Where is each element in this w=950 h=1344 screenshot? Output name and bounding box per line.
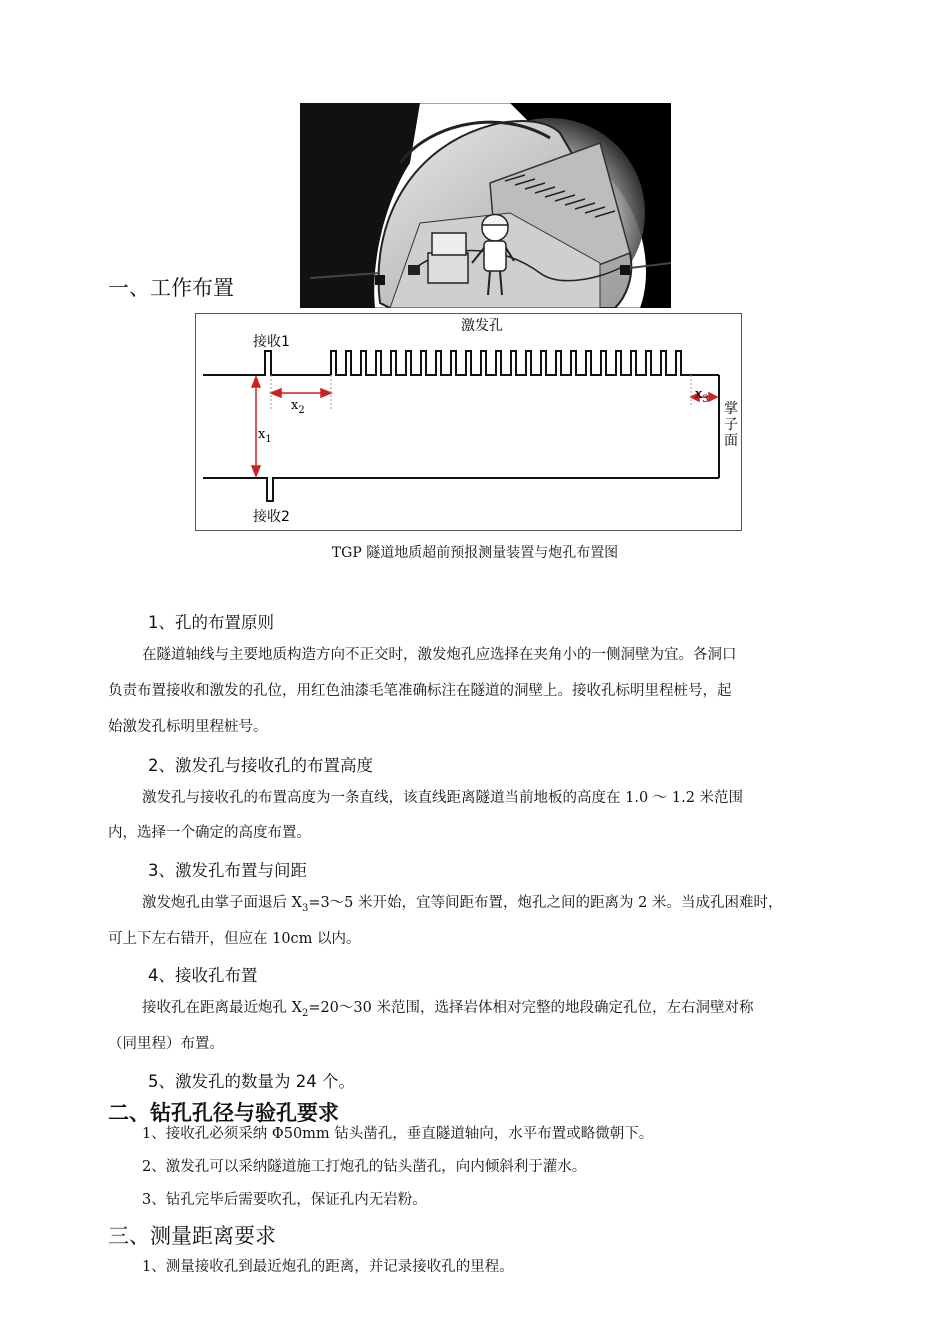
- paragraph-4-line-1: 接收孔在距离最近炮孔 $X_2=20\sim 30$ 米范围，选择岩体相对完整的地段确定孔位，左右洞壁对称: [142, 1000, 754, 1019]
- face-label-2: 子: [724, 417, 738, 433]
- section-2-line-3: 3、钻孔完毕后需要吹孔，保证孔内无岩粉。: [142, 1192, 427, 1208]
- subsection-4-title: 4、接收孔布置: [148, 966, 258, 985]
- paragraph-1-line-2: 负责布置接收和激发的孔位，用红色油漆毛笔准确标注在隧道的洞壁上。接收孔标明里程桩号，起: [108, 683, 732, 699]
- subsection-2-title: 2、激发孔与接收孔的布置高度: [148, 756, 373, 775]
- section-3-line-1: 1、测量接收孔到最近炮孔的距离，并记录接收孔的里程。: [142, 1259, 514, 1275]
- paragraph-1-line-1: 在隧道轴线与主要地质构造方向不正交时，激发炮孔应选择在夹角小的一侧洞壁为宜。各洞口: [142, 647, 737, 663]
- x1-label: $x_1$: [258, 427, 272, 445]
- paragraph-1-line-3: 始激发孔标明里程桩号。: [108, 719, 268, 735]
- paragraph-4-line-2: （同里程）布置。: [108, 1036, 224, 1052]
- section-1-title: 一、工作布置: [108, 276, 234, 300]
- section-2-title: 二、钻孔孔径与验孔要求: [108, 1101, 339, 1125]
- hole-layout-diagram: [195, 313, 742, 531]
- subsection-1-title: 1、孔的布置原则: [148, 613, 274, 632]
- x3-label: $x_3$: [695, 387, 709, 405]
- excitation-label: 激发孔: [461, 318, 503, 334]
- subsection-5-title: 5、激发孔的数量为 24 个。: [148, 1072, 355, 1091]
- face-label-1: 掌: [724, 401, 738, 417]
- paragraph-2-line-1: 激发孔与接收孔的布置高度为一条直线，该直线距离隧道当前地板的高度在 1.0 ～ 1.2 米范围: [142, 790, 744, 806]
- figure-caption: TGP 隧道地质超前预报测量装置与炮孔布置图: [331, 545, 619, 561]
- paragraph-3-line-1: 激发炮孔由掌子面退后 $X_3=3\sim 5$ 米开始，宜等间距布置，炮孔之间的距离为 2 米。当成孔困难时，: [142, 895, 783, 914]
- x2-label: $x_2$: [291, 398, 305, 416]
- receiver-2-label: 接收2: [253, 509, 290, 525]
- section-2-line-1: 1、接收孔必须采纳 Φ50mm 钻头凿孔，垂直隧道轴向，水平布置或略微朝下。: [142, 1126, 654, 1142]
- face-label-3: 面: [724, 433, 738, 449]
- section-3-title: 三、测量距离要求: [108, 1224, 276, 1248]
- section-2-line-2: 2、激发孔可以采纳隧道施工打炮孔的钻头凿孔，向内倾斜利于灌水。: [142, 1159, 587, 1175]
- subsection-3-title: 3、激发孔布置与间距: [148, 861, 307, 880]
- receiver-1-label: 接收1: [253, 334, 290, 350]
- paragraph-2-line-2: 内，选择一个确定的高度布置。: [108, 825, 311, 841]
- paragraph-3-line-2: 可上下左右错开，但应在 10cm 以内。: [108, 931, 361, 947]
- tunnel-illustration: [300, 103, 671, 308]
